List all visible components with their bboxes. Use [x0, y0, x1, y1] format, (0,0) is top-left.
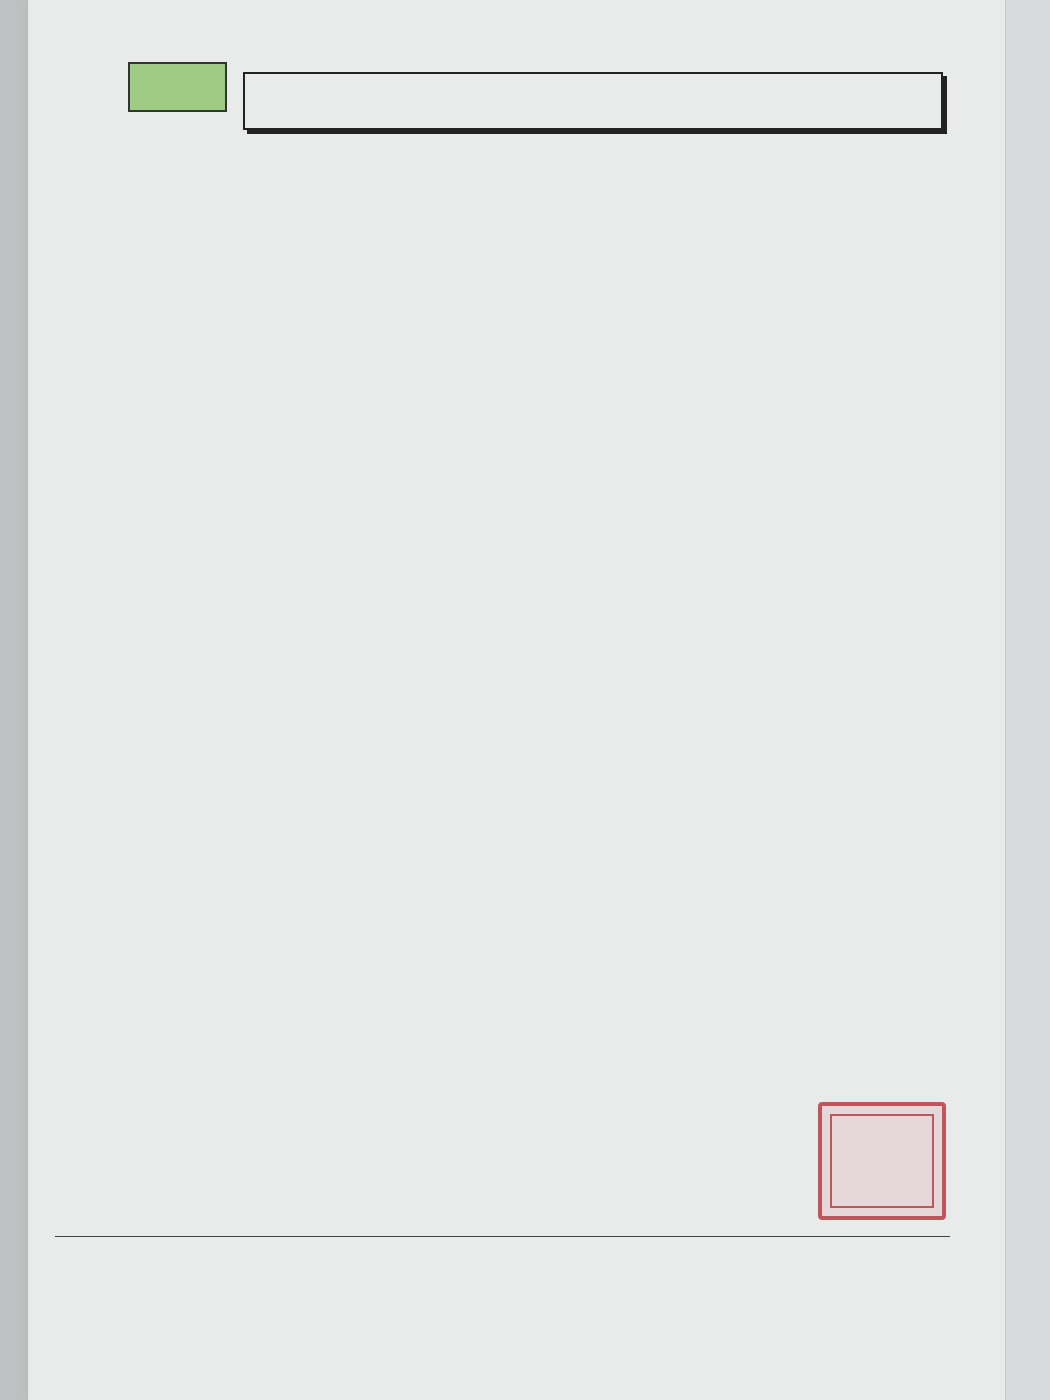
official-seal — [818, 1102, 946, 1220]
edge-page — [1005, 0, 1050, 1400]
attachment-badge — [128, 62, 227, 112]
footer-divider — [55, 1236, 950, 1237]
header-title — [243, 72, 943, 130]
